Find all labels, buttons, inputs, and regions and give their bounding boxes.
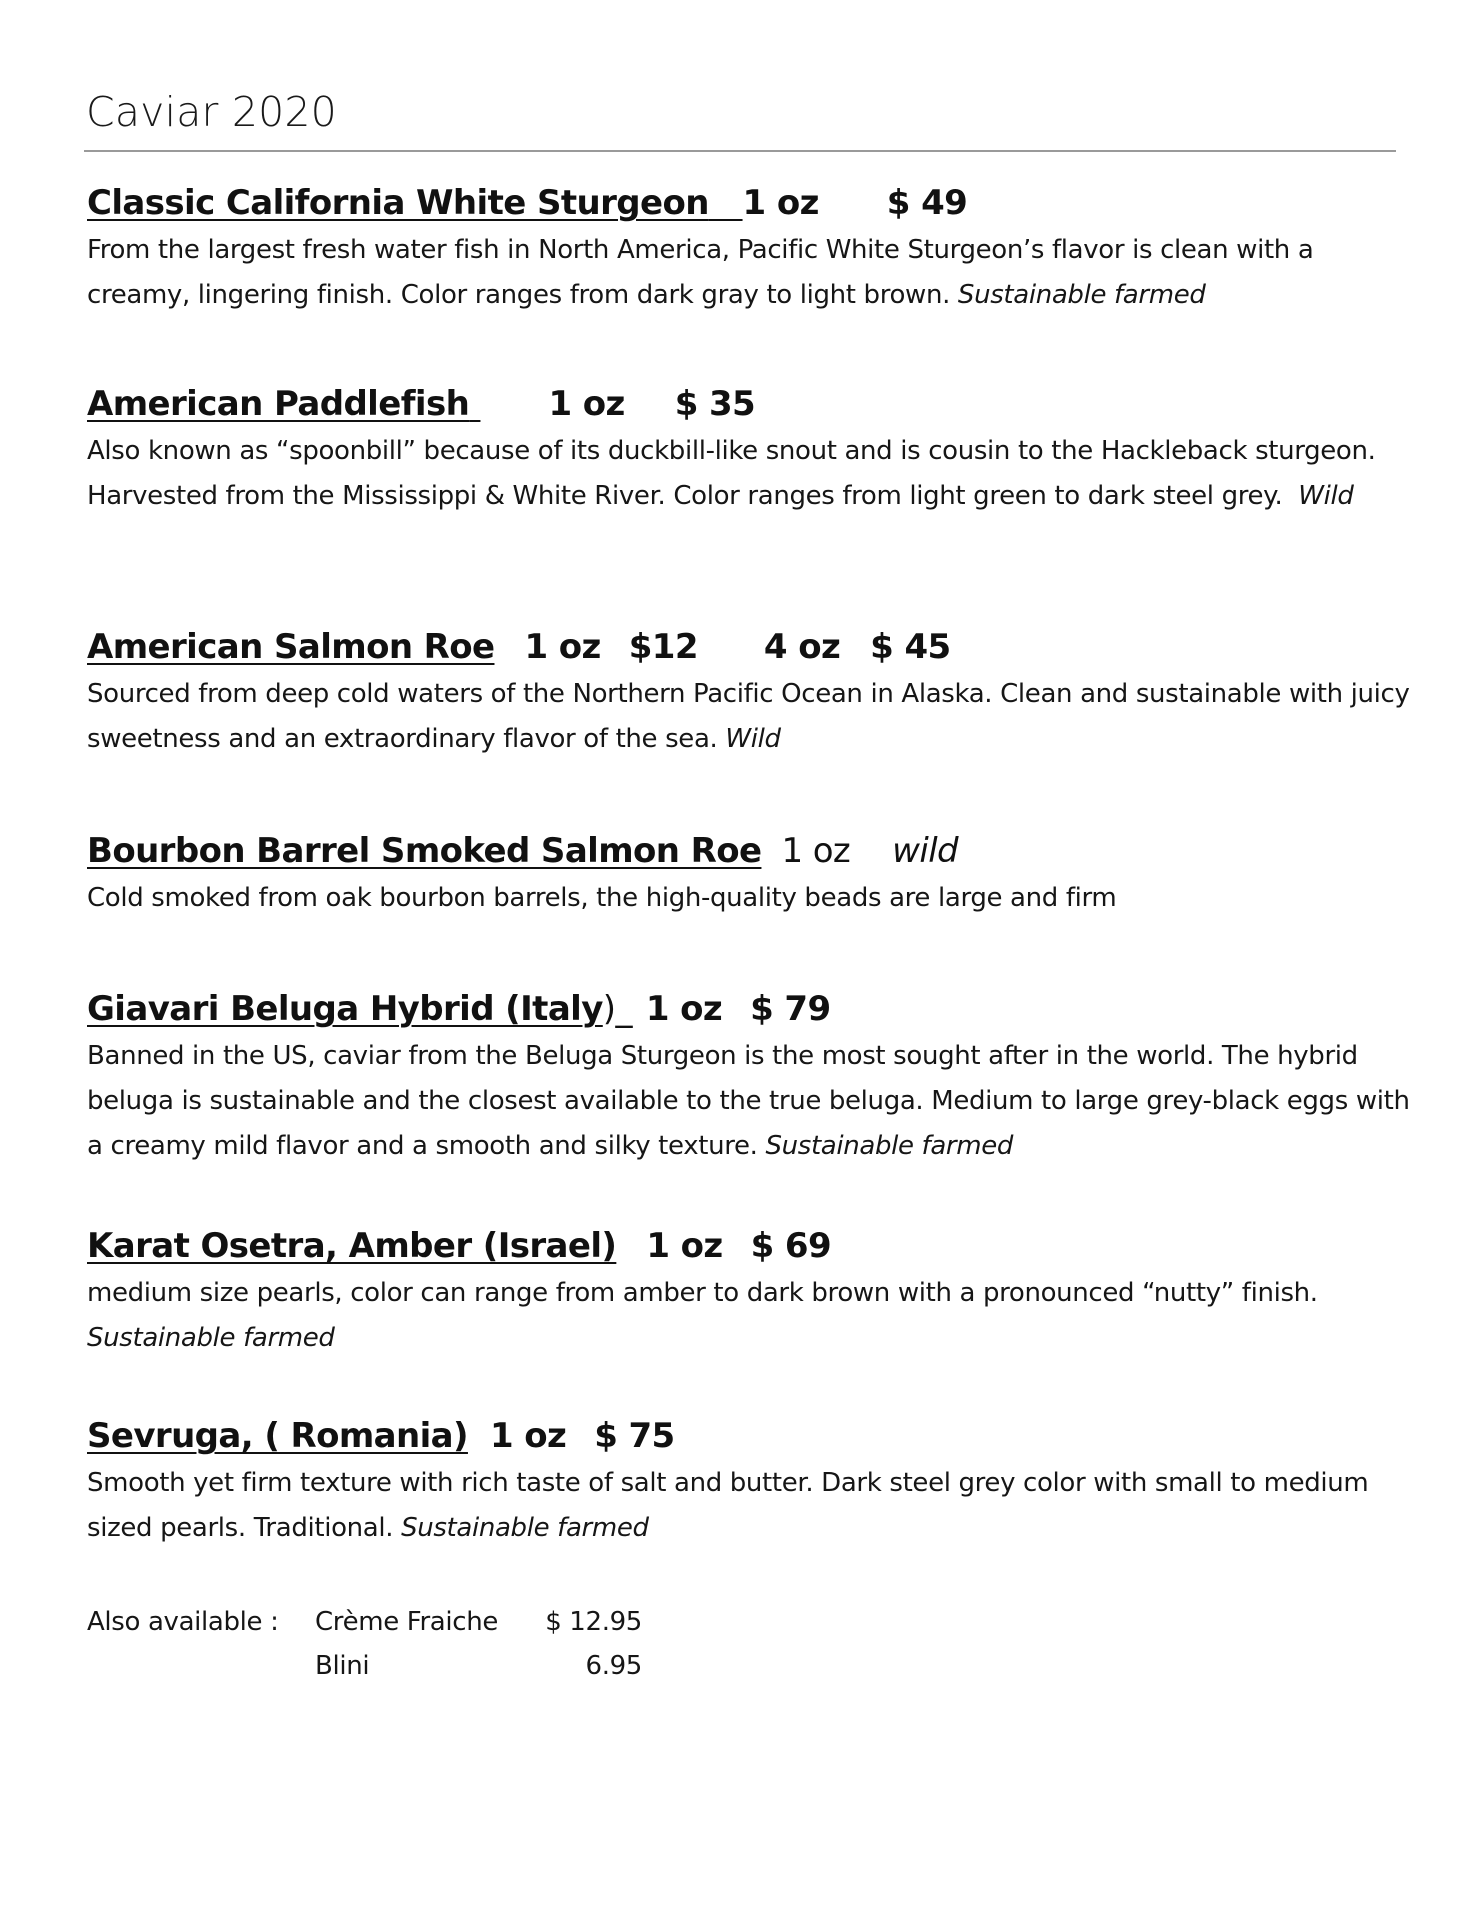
page-title: Caviar 2020 [86,88,337,136]
item-size: 1 oz [489,1416,567,1456]
item-description: Smooth yet firm texture with rich taste of salt and butter. Dark steel grey color with small to medium sized pearls. Traditional. Sustainable farmed [87,1468,1369,1543]
item-heading [87,830,1417,872]
menu-item-smoked-salmon-roe [87,830,1417,921]
item-description: Sourced from deep cold waters of the Northern Pacific Ocean in Alaska. Clean and sustainable with juicy sweetness and an extraordinary flavor of the sea. Wild [87,679,1410,754]
extra-name: Blini [315,1651,370,1681]
menu-item-paddlefish [87,383,1417,519]
item-name: Classic California White Sturgeon [87,183,709,223]
item-size: 1 oz [548,384,625,424]
item-sourcing-tag: Sustainable farmed [765,1131,1014,1161]
item-price: $ 79 [750,989,831,1029]
title-divider [84,150,1396,152]
item-sourcing-tag: Sustainable farmed [957,280,1206,310]
item-price: $ 75 [594,1416,675,1456]
item-heading [87,182,1417,224]
item-description: Also known as “spoonbill” because of its duckbill-like snout and is cousin to the Hackleback sturgeon. Harvested from the Mississippi & White River. Color ranges from light green to dark steel grey. Wild [87,436,1376,511]
menu-item-karat-osetra [87,1225,1417,1361]
item-name: Sevruga, ( Romania) [87,1416,468,1456]
menu-item-beluga-hybrid [87,988,1417,1169]
item-heading [87,383,1417,425]
menu-item-salmon-roe [87,626,1417,762]
item-description: From the largest fresh water fish in North America, Pacific White Sturgeon’s flavor is clean with a creamy, lingering finish. Color ranges from dark gray to light brown. Sustainable farmed [87,235,1314,310]
item-description: Cold smoked from oak bourbon barrels, the high-quality beads are large and firm [87,883,1117,913]
item-size: 1 oz [781,831,851,871]
item-sourcing-tag: Wild [1298,481,1354,511]
item-price: $ 49 [886,183,968,223]
item-size: 1 oz [524,627,601,667]
item-sourcing-tag: Sustainable farmed [401,1513,649,1543]
item-price: $ 69 [750,1226,832,1266]
item-sourcing-tag: wild [892,831,959,871]
item-sourcing-tag: Wild [725,724,781,754]
item-heading: Giavari Beluga Hybrid (Italy)_ 1 oz $ 79 [87,989,831,1029]
item-name: American Paddlefish [87,384,470,424]
item-name: American Salmon Roe [87,627,495,667]
item-heading [87,626,1417,668]
item-size: 1 oz [742,183,819,223]
extra-name: Crème Fraiche [315,1607,498,1637]
item-size: 1 oz [646,1226,723,1266]
also-available-label: Also available : [87,1607,279,1637]
item-sourcing-tag: Sustainable farmed [87,1323,335,1353]
extra-price: 6.95 [585,1651,642,1681]
item-price: $ 35 [674,384,756,424]
menu-item-sevruga [87,1415,1417,1551]
item-name: Giavari Beluga Hybrid (Italy [87,989,603,1029]
extra-price: $ 12.95 [545,1607,642,1637]
item-name: Bourbon Barrel Smoked Salmon Roe [87,831,762,871]
item-price-2: $ 45 [870,627,951,667]
item-heading [87,1415,1417,1457]
item-price: $12 [628,627,698,667]
menu-item-white-sturgeon [87,182,1417,318]
item-name: Karat Osetra, Amber (Israel) [87,1226,617,1266]
item-size: 1 oz [645,989,723,1029]
item-size-2: 4 oz [763,627,841,667]
item-description: medium size pearls, color can range from amber to dark brown with a pronounced “nutty” finish. Sustainable farmed [87,1278,1318,1353]
item-heading [87,1225,1417,1267]
item-description: Banned in the US, caviar from the Beluga Sturgeon is the most sought after in the world. The hybrid beluga is sustainable and the closest available to the true beluga. Medium to large grey-black eggs with a creamy mild flavor and a smooth and silky texture. Sustainable farmed [87,1041,1410,1161]
